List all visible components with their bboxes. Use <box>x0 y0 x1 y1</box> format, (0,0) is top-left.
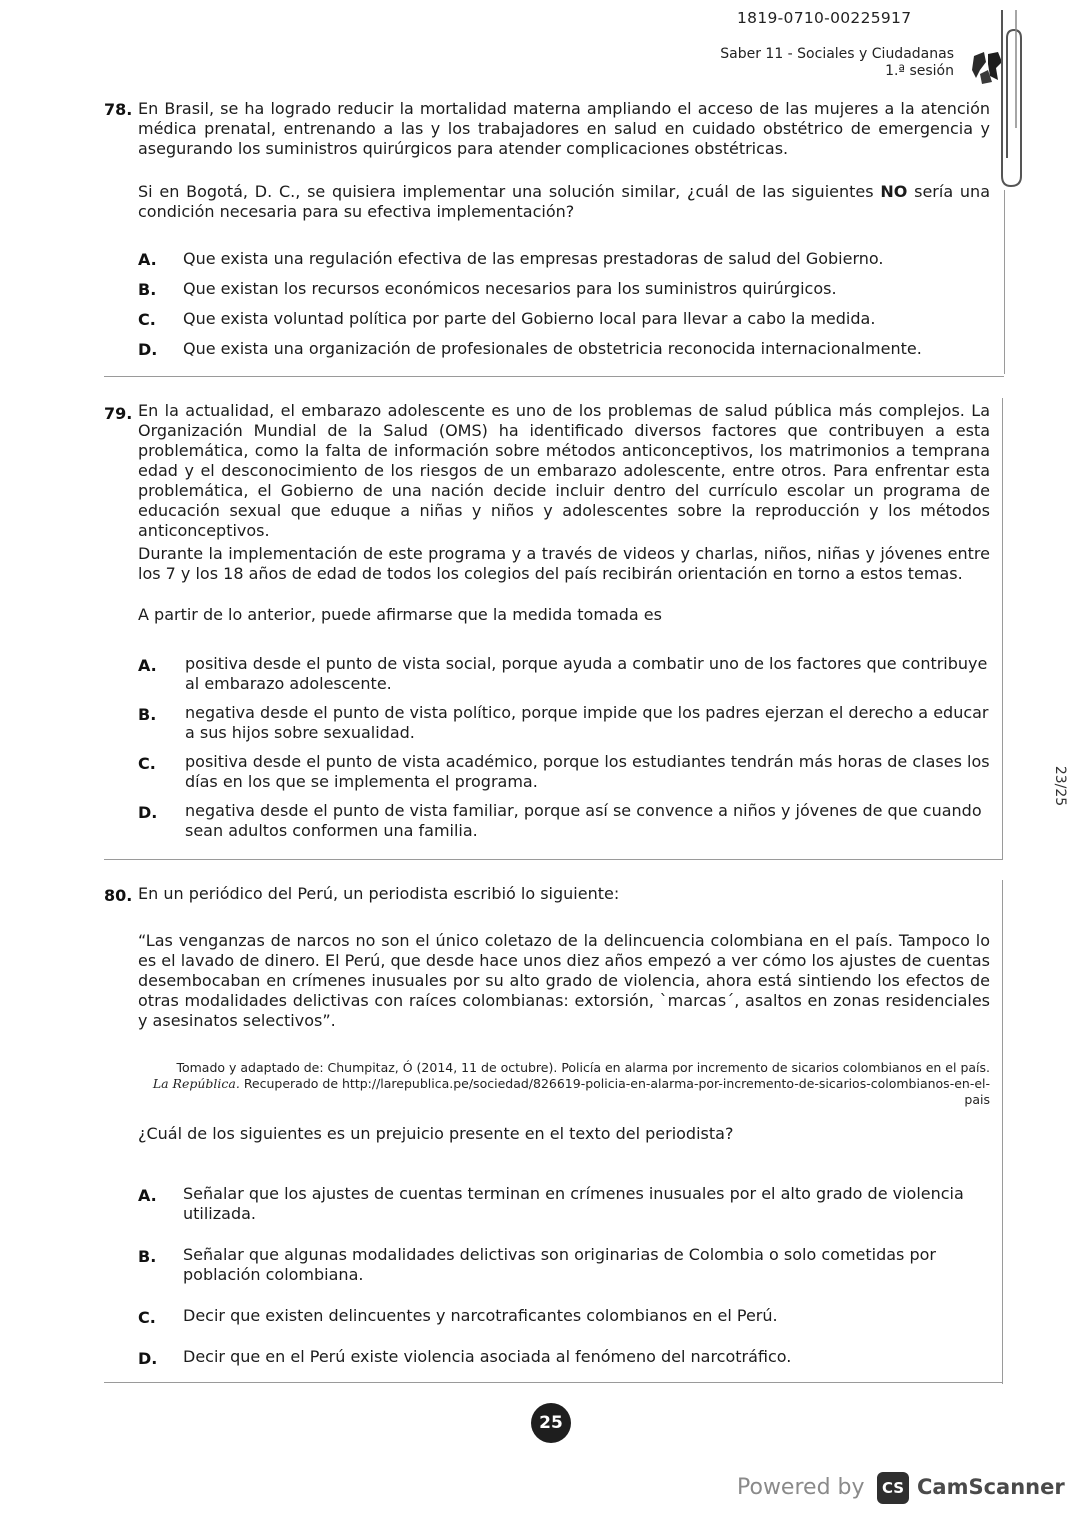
question-number-78: 78. <box>104 100 133 119</box>
option-letter: A. <box>138 1186 157 1205</box>
frame-rule-q80 <box>1002 880 1003 1384</box>
question-79-context: En la actualidad, el embarazo adolescente es uno de los problemas de salud pública más complejos. La Organización Mundial de la Salud (OMS) ha identificado diversos factores que contribuyen a esta problemática, como la falta de información sobre métodos anticonceptivos, los matrimonios a temprana edad y el desconocimiento de los riesgos de un embarazo adolescente, entre otros. Para enfrentar esta problemática, el Gobierno de una nación decide incluir dentro del currículo escolar un programa de educación sexual que eduque a niñas y niños y adolescentes sobre la reproducción y los métodos anticonceptivos. <box>138 401 990 540</box>
option-letter: B. <box>138 705 157 724</box>
question-79-option-c[interactable]: positiva desde el punto de vista académico, porque los estudiantes tendrán más horas de clases los días en los que se implementa el programa. <box>185 752 990 791</box>
document-code: 1819-0710-00225917 <box>737 9 912 27</box>
option-letter: B. <box>138 1247 157 1266</box>
question-78-context: En Brasil, se ha logrado reducir la mortalidad materna ampliando el acceso de las mujeres a la atención médica prenatal, entrenando a las y los trabajadores en salud en cuidado obstétrico de emergencia y asegurando los suministros quirúrgicos para atender complicaciones obstétricas. <box>138 99 990 158</box>
question-78-option-a[interactable]: Que exista una regulación efectiva de las empresas prestadoras de salud del Gobierno. <box>183 249 884 268</box>
side-page-label: 23/25 <box>1052 765 1069 807</box>
paper-clip-icon <box>994 8 1028 190</box>
option-letter: A. <box>138 250 157 269</box>
citation-source: La República. <box>152 1076 240 1091</box>
question-80-option-c[interactable]: Decir que existen delincuentes y narcotraficantes colombianos en el Perú. <box>183 1306 778 1325</box>
camscanner-brand: CamScanner <box>917 1475 1065 1499</box>
question-78-option-c[interactable]: Que exista voluntad política por parte del Gobierno local para llevar a cabo la medida. <box>183 309 876 328</box>
powered-by-label: Powered by <box>737 1475 865 1500</box>
option-letter: D. <box>138 1349 158 1368</box>
question-80-option-b[interactable]: Señalar que algunas modalidades delictivas son originarias de Colombia o solo cometidas por población colombiana. <box>183 1245 936 1284</box>
session-label: 1.ª sesión <box>885 63 954 79</box>
option-letter: B. <box>138 280 157 299</box>
option-letter: C. <box>138 1308 156 1327</box>
separator-q78 <box>104 376 1004 377</box>
exam-title: Saber 11 - Sociales y Ciudadanas <box>720 46 954 62</box>
page-number-badge: 25 <box>531 1403 571 1443</box>
question-80-citation <box>138 1060 990 1108</box>
citation-line-2 <box>138 1076 990 1108</box>
option-letter: C. <box>138 310 156 329</box>
question-number-80: 80. <box>104 886 133 905</box>
question-80-option-a[interactable]: Señalar que los ajustes de cuentas terminan en crímenes inusuales por el alto grado de violencia utilizada. <box>183 1184 964 1223</box>
question-80-option-d[interactable]: Decir que en el Perú existe violencia asociada al fenómeno del narcotráfico. <box>183 1347 792 1366</box>
separator-q80 <box>104 1382 1002 1383</box>
camscanner-icon: CS <box>877 1472 909 1504</box>
separator-q79 <box>104 859 1002 860</box>
question-80-stem: ¿Cuál de los siguientes es un prejuicio presente en el texto del periodista? <box>138 1124 734 1143</box>
question-79-option-b[interactable]: negativa desde el punto de vista político, porque impide que los padres ejerzan el derecho a educar a sus hijos sobre sexualidad. <box>185 703 989 742</box>
question-79-context-2: Durante la implementación de este programa y a través de videos y charlas, niños, niñas y jóvenes entre los 7 y los 18 años de edad de todos los colegios del país recibirán orientación en torno a estos temas. <box>138 544 990 583</box>
question-80-intro: En un periódico del Perú, un periodista escribió lo siguiente: <box>138 884 620 903</box>
citation-line-1: Tomado y adaptado de: Chumpitaz, Ó (2014, 11 de octubre). Policía en alarma por incremento de sicarios colombianos en el país. <box>176 1060 990 1075</box>
question-78-option-b[interactable]: Que existan los recursos económicos necesarios para los suministros quirúrgicos. <box>183 279 837 298</box>
question-79-option-d[interactable]: negativa desde el punto de vista familiar, porque así se convence a niños y jóvenes de que cuando sean adultos conformen una familia. <box>185 801 982 840</box>
question-79-option-a[interactable]: positiva desde el punto de vista social, porque ayuda a combatir uno de los factores que contribuye al embarazo adolescente. <box>185 654 988 693</box>
option-letter: D. <box>138 803 158 822</box>
question-80-quote: “Las venganzas de narcos no son el único coletazo de la delincuencia colombiana en el país. Tampoco lo es el lavado de dinero. El Perú, que desde hace unos diez años empezó a ver cómo los ajustes de cuentas desembocaban en crímenes inusuales por su alto grado de violencia, ahora está sintiendo los efectos de otras modalidades delictivas con raíces colombianas: extorsión, `marcas´, asaltos en zonas residenciales y asesinatos selectivos”. <box>138 931 990 1030</box>
frame-rule-q79 <box>1002 398 1003 860</box>
frame-rule-q78 <box>1004 190 1005 374</box>
option-letter: A. <box>138 656 157 675</box>
option-letter: D. <box>138 340 158 359</box>
exam-header <box>720 46 954 80</box>
question-78-option-d[interactable]: Que exista una organización de profesionales de obstetricia reconocida internacionalmente. <box>183 339 922 358</box>
question-78-stem: Si en Bogotá, D. C., se quisiera implementar una solución similar, ¿cuál de las siguientes NO sería una condición necesaria para su efectiva implementación? <box>138 182 990 221</box>
camscanner-logo <box>873 1468 1065 1508</box>
citation-url: Recuperado de http://larepublica.pe/sociedad/826619-policia-en-alarma-por-incremento-de-sicarios-colombianos-en-el-pais <box>243 1076 990 1107</box>
option-letter: C. <box>138 754 156 773</box>
question-79-stem: A partir de lo anterior, puede afirmarse que la medida tomada es <box>138 605 662 624</box>
question-number-79: 79. <box>104 404 133 423</box>
